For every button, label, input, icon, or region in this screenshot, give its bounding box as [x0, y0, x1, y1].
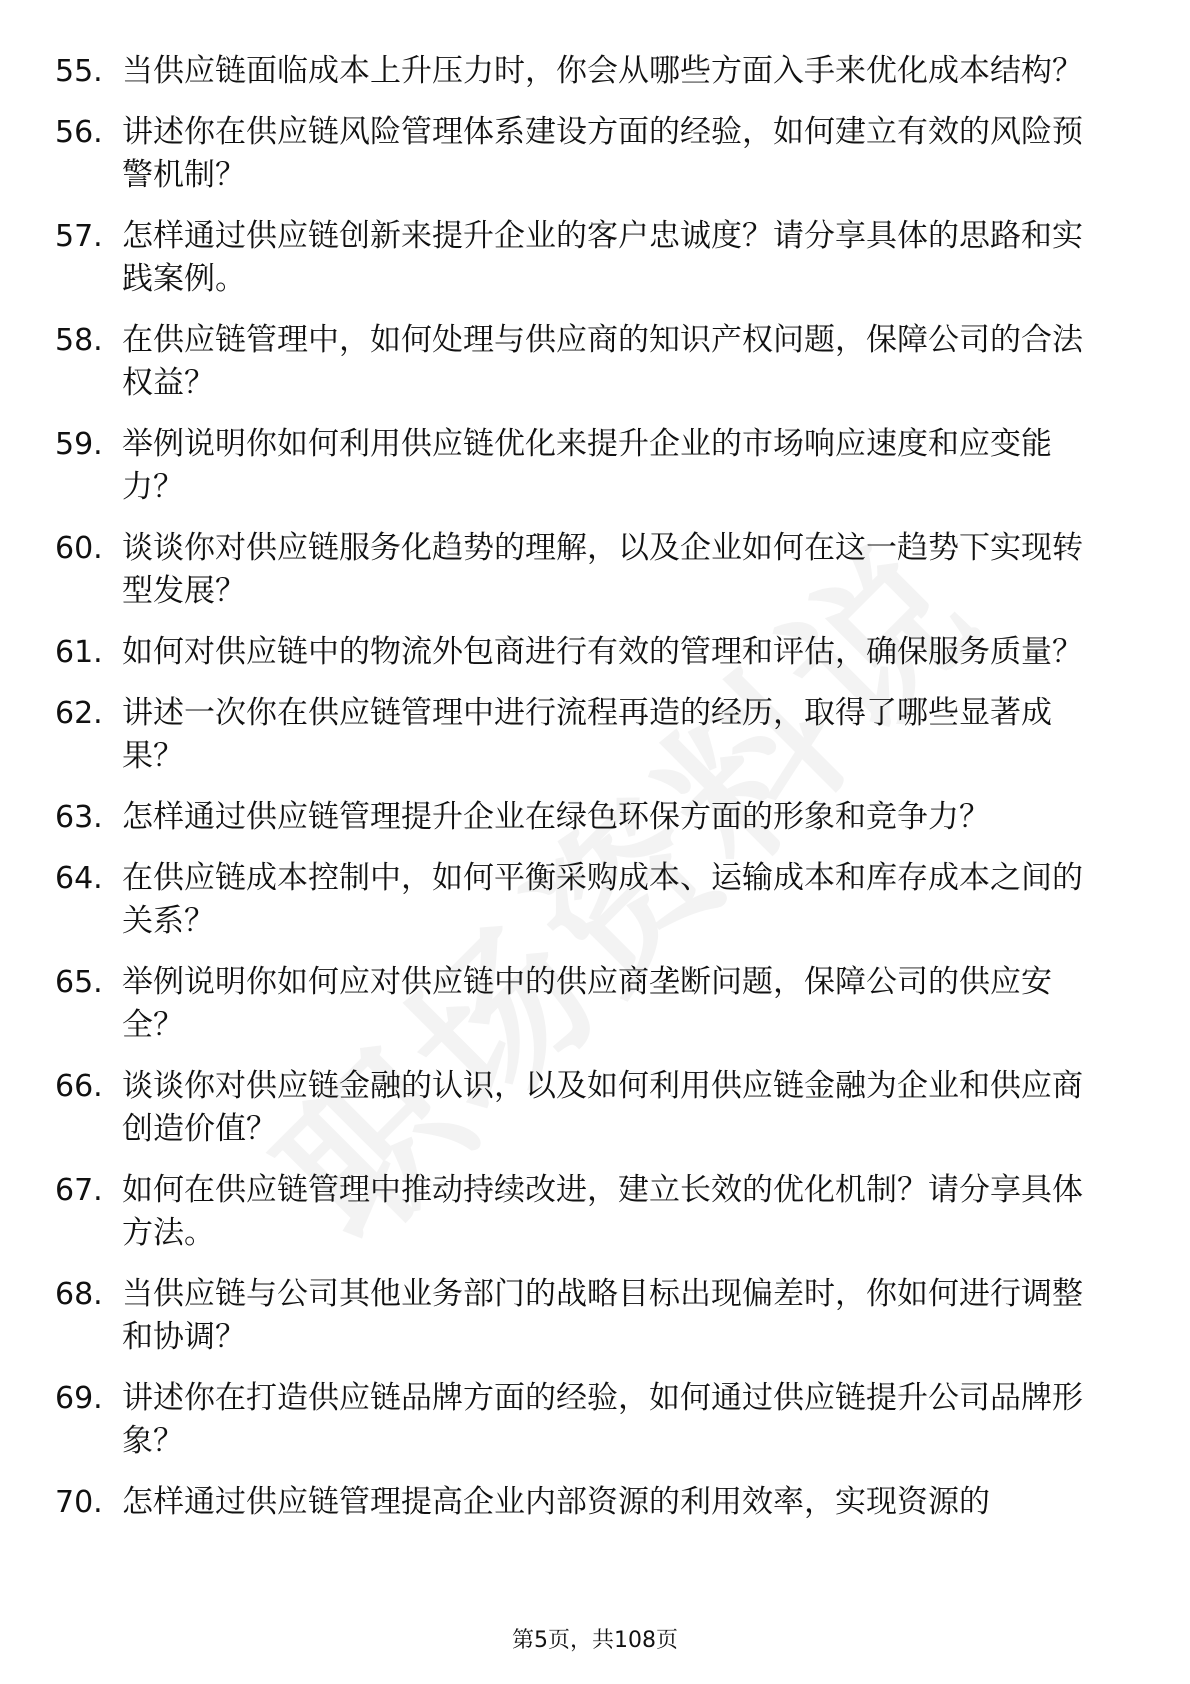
question-item [55, 50, 1135, 93]
question-text: 举例说明你如何利用供应链优化来提升企业的市场响应速度和应变能力？ [122, 426, 1052, 505]
question-number: 59. [55, 427, 103, 462]
question-text: 讲述一次你在供应链管理中进行流程再造的经历，取得了哪些显著成果？ [122, 695, 1052, 774]
page-footer [0, 1626, 1190, 1656]
question-number: 70. [55, 1485, 103, 1520]
question-number: 63. [55, 800, 103, 835]
question-text: 讲述你在打造供应链品牌方面的经验，如何通过供应链提升公司品牌形象？ [122, 1380, 1083, 1459]
question-text: 谈谈你对供应链金融的认识，以及如何利用供应链金融为企业和供应商创造价值？ [122, 1068, 1083, 1147]
question-number: 64. [55, 861, 103, 896]
question-item [55, 1065, 1135, 1151]
page-number-label: 第5页，共108页 [512, 1628, 678, 1653]
question-number: 55. [55, 54, 103, 89]
question-list [55, 50, 1135, 1542]
question-text: 当供应链与公司其他业务部门的战略目标出现偏差时，你如何进行调整和协调？ [122, 1276, 1083, 1355]
question-text: 在供应链管理中，如何处理与供应商的知识产权问题，保障公司的合法权益？ [122, 322, 1083, 401]
question-item [55, 215, 1135, 301]
question-item [55, 111, 1135, 197]
question-text: 怎样通过供应链管理提高企业内部资源的利用效率，实现资源的 [122, 1484, 990, 1520]
question-number: 58. [55, 323, 103, 358]
question-number: 66. [55, 1069, 103, 1104]
question-number: 57. [55, 219, 103, 254]
question-item [55, 1481, 1135, 1524]
question-item [55, 1169, 1135, 1255]
question-number: 65. [55, 965, 103, 1000]
question-item [55, 857, 1135, 943]
question-number: 62. [55, 696, 103, 731]
question-item [55, 1377, 1135, 1463]
question-number: 68. [55, 1277, 103, 1312]
question-number: 69. [55, 1381, 103, 1416]
question-text: 举例说明你如何应对供应链中的供应商垄断问题，保障公司的供应安全？ [122, 964, 1052, 1043]
question-number: 60. [55, 531, 103, 566]
question-text: 如何在供应链管理中推动持续改进，建立长效的优化机制？请分享具体方法。 [122, 1172, 1083, 1251]
question-text: 如何对供应链中的物流外包商进行有效的管理和评估，确保服务质量？ [122, 634, 1083, 670]
question-number: 61. [55, 635, 103, 670]
question-number: 67. [55, 1173, 103, 1208]
question-item [55, 796, 1135, 839]
question-item [55, 527, 1135, 613]
question-item [55, 1273, 1135, 1359]
question-text: 讲述你在供应链风险管理体系建设方面的经验，如何建立有效的风险预警机制？ [122, 114, 1083, 193]
question-text: 当供应链面临成本上升压力时，你会从哪些方面入手来优化成本结构？ [122, 53, 1083, 89]
question-number: 56. [55, 115, 103, 150]
question-text: 怎样通过供应链创新来提升企业的客户忠诚度？请分享具体的思路和实践案例。 [122, 218, 1083, 297]
question-item [55, 692, 1135, 778]
question-item [55, 961, 1135, 1047]
question-item [55, 423, 1135, 509]
question-text: 谈谈你对供应链服务化趋势的理解，以及企业如何在这一趋势下实现转型发展？ [122, 530, 1083, 609]
question-text: 在供应链成本控制中，如何平衡采购成本、运输成本和库存成本之间的关系？ [122, 860, 1083, 939]
question-text: 怎样通过供应链管理提升企业在绿色环保方面的形象和竞争力？ [122, 799, 990, 835]
question-item [55, 319, 1135, 405]
question-item [55, 631, 1135, 674]
